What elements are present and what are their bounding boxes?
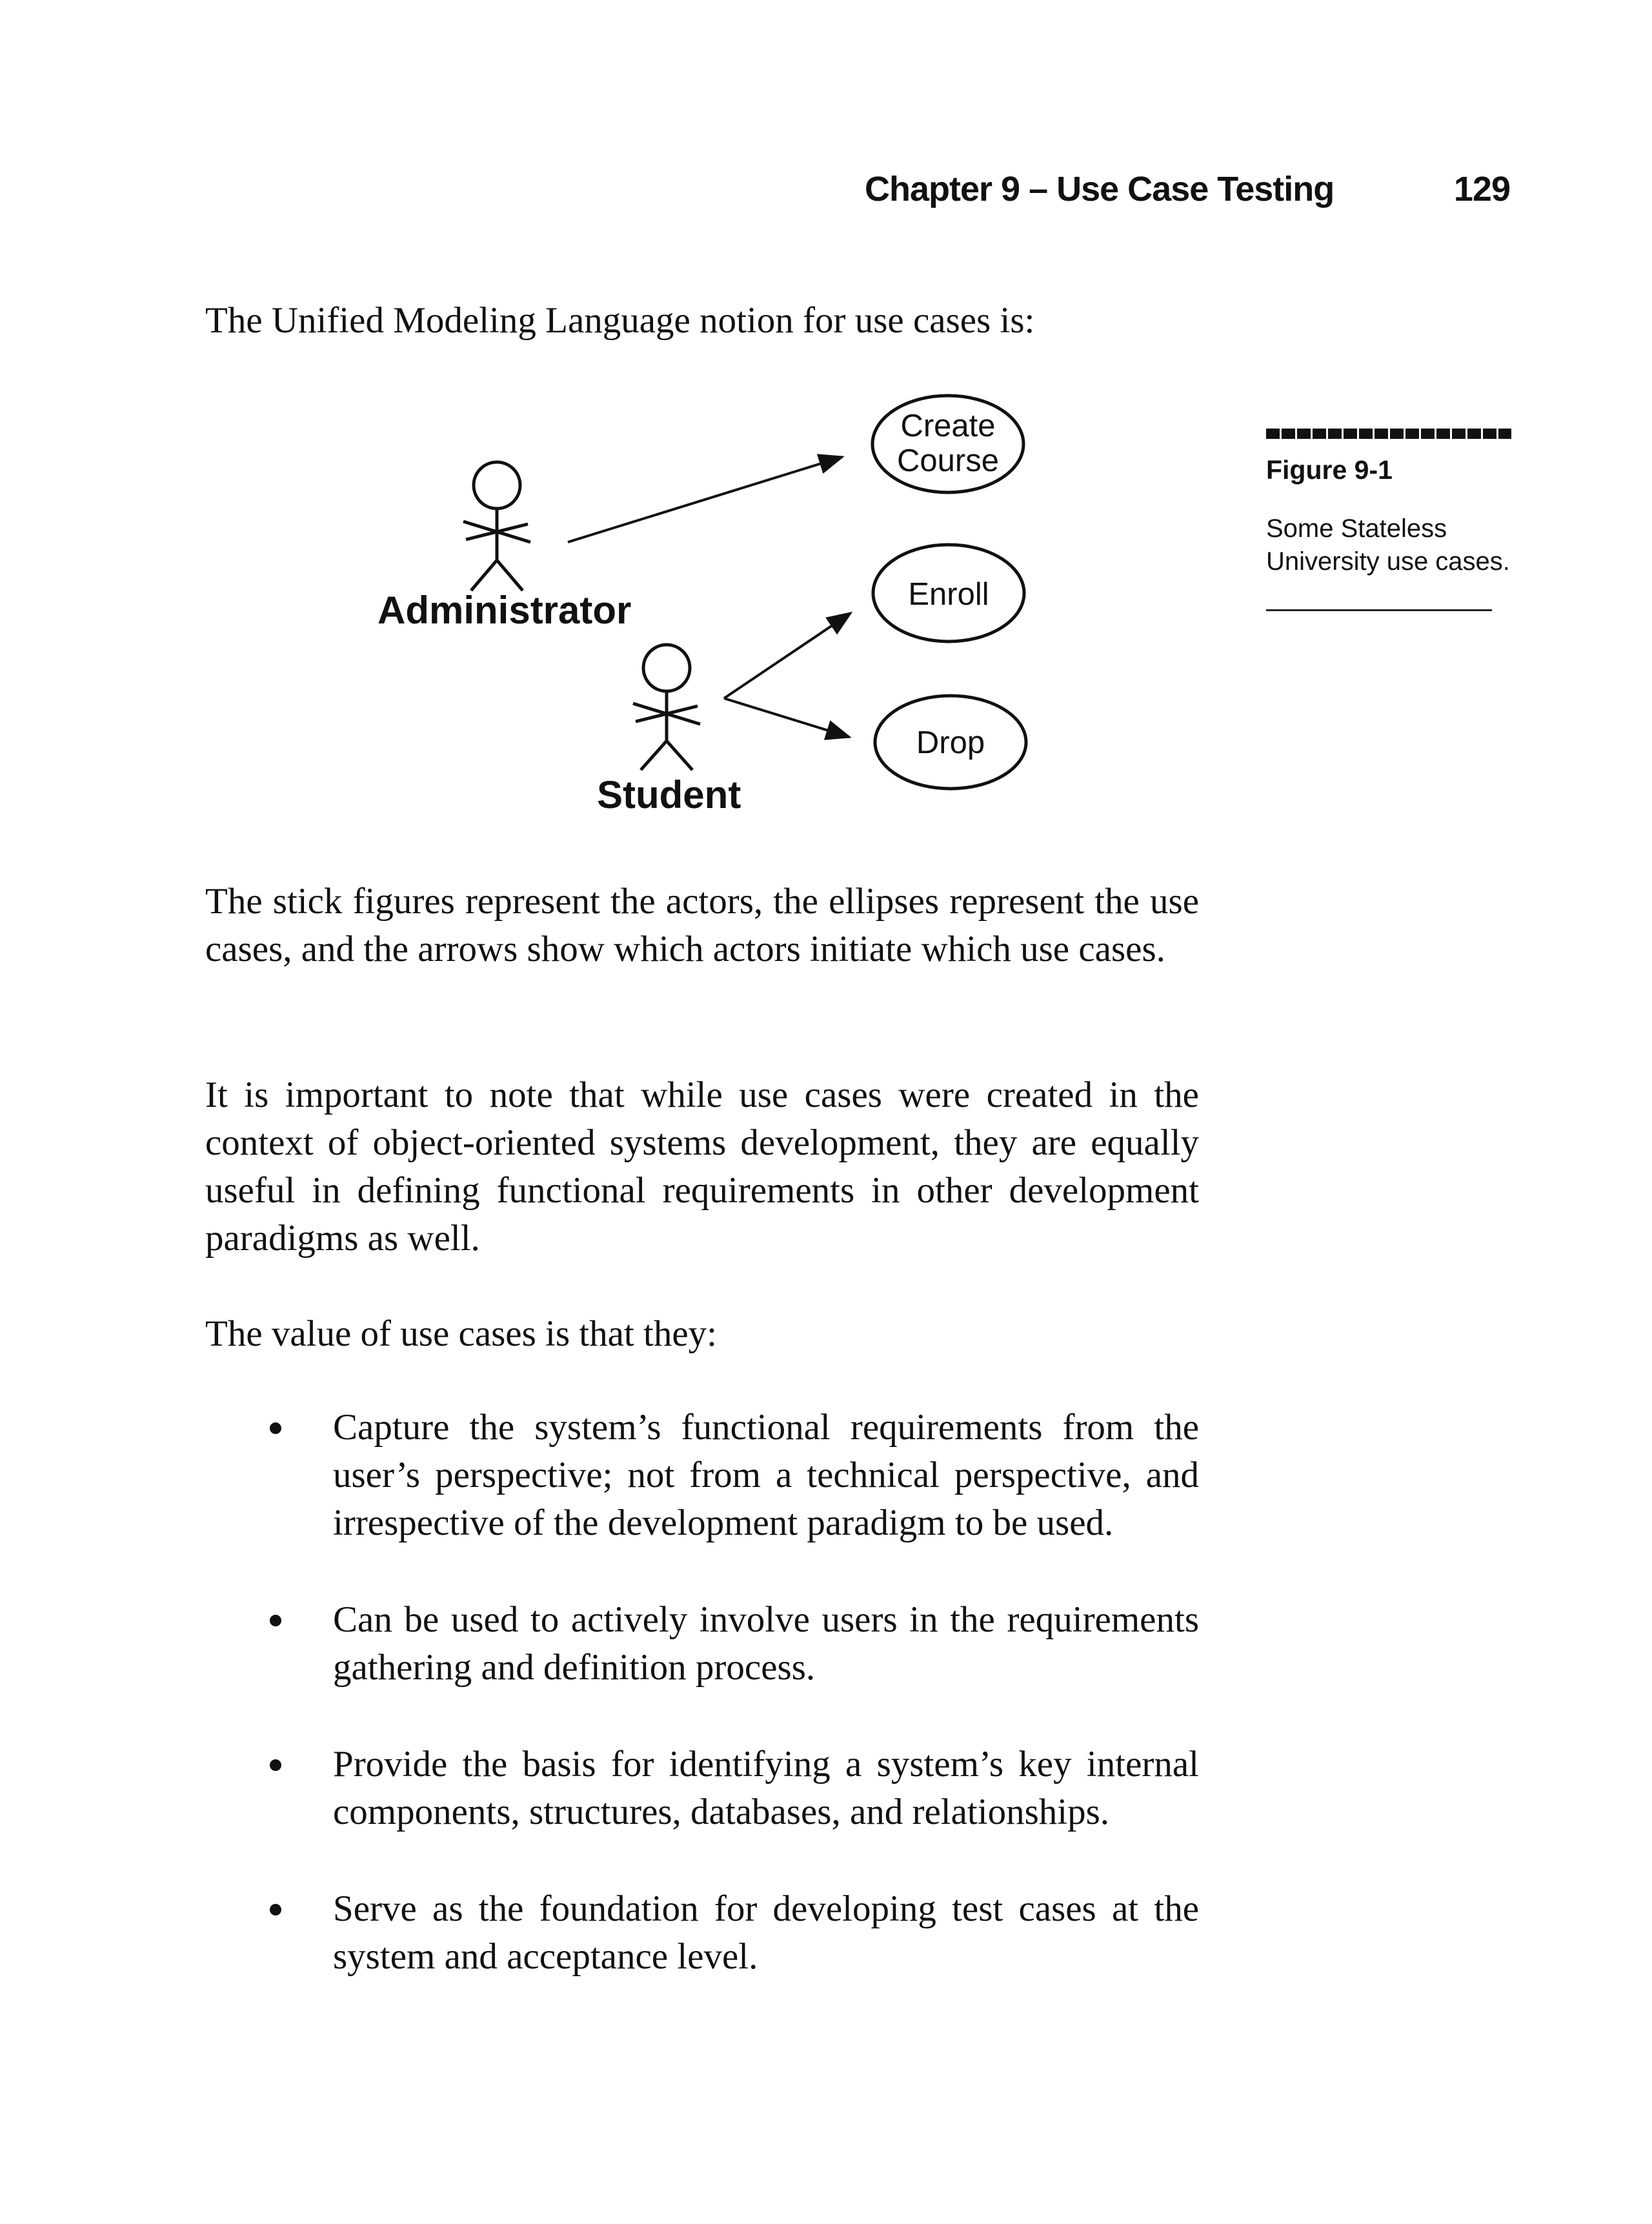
- figure-number: Figure 9-1: [1266, 455, 1393, 485]
- arrow-student-to-drop: [724, 698, 849, 737]
- figure-caption-text: Some Stateless University use cases.: [1266, 514, 1510, 576]
- benefits-list: [205, 1404, 1199, 1981]
- chapter-title: Chapter 9 – Use Case Testing: [865, 170, 1335, 208]
- student-actor-icon: [633, 645, 700, 770]
- use-case-create-course: [872, 396, 1023, 492]
- caption-top-rule: [1266, 429, 1511, 439]
- list-item: [205, 1741, 1199, 1836]
- paragraph: The value of use cases is that they:: [205, 1313, 717, 1354]
- bullet-icon: [270, 1422, 281, 1434]
- bullet-icon: [270, 1904, 281, 1916]
- list-item: [205, 1404, 1199, 1547]
- student-label: Student: [597, 773, 741, 816]
- create-course-label-line2: Course: [897, 443, 999, 478]
- caption-bottom-rule: [1266, 609, 1492, 611]
- list-item: [205, 1596, 1199, 1692]
- enroll-label: Enroll: [908, 577, 989, 612]
- list-item-text: Capture the system’s functional requirements from the user’s perspective; not from a technical perspective, and irrespective of the development paradigm to be used.: [333, 1407, 1199, 1543]
- arrow-student-to-enroll: [724, 613, 851, 698]
- use-case-enroll: [873, 545, 1024, 642]
- drop-label: Drop: [916, 725, 985, 760]
- list-item-text: Serve as the foundation for developing test cases at the system and acceptance level.: [333, 1888, 1199, 1977]
- page-number: 129: [1453, 170, 1510, 208]
- arrow-administrator-to-create-course: [568, 457, 842, 542]
- intro-sentence: The Unified Modeling Language notion for use cases is:: [205, 300, 1035, 341]
- administrator-label: Administrator: [378, 589, 632, 632]
- list-item: [205, 1885, 1199, 1981]
- figure-caption: [1266, 429, 1511, 611]
- bullet-icon: [270, 1615, 281, 1626]
- use-case-drop: [875, 696, 1026, 789]
- bullet-icon: [270, 1759, 281, 1771]
- paragraph: The stick figures represent the actors, the ellipses represent the use cases, and the arrows show which actors initiate which use cases.: [205, 881, 1199, 969]
- paragraph: It is important to note that while use cases were created in the context of object-oriented systems development, they are equally useful in defining functional requirements in other development paradigms as well.: [205, 1075, 1199, 1259]
- administrator-actor-icon: [463, 462, 530, 591]
- list-item-text: Provide the basis for identifying a system’s key internal components, structures, databases, and relationships.: [333, 1744, 1199, 1832]
- list-item-text: Can be used to actively involve users in the requirements gathering and definition process.: [333, 1599, 1199, 1688]
- create-course-label-line1: Create: [900, 409, 996, 443]
